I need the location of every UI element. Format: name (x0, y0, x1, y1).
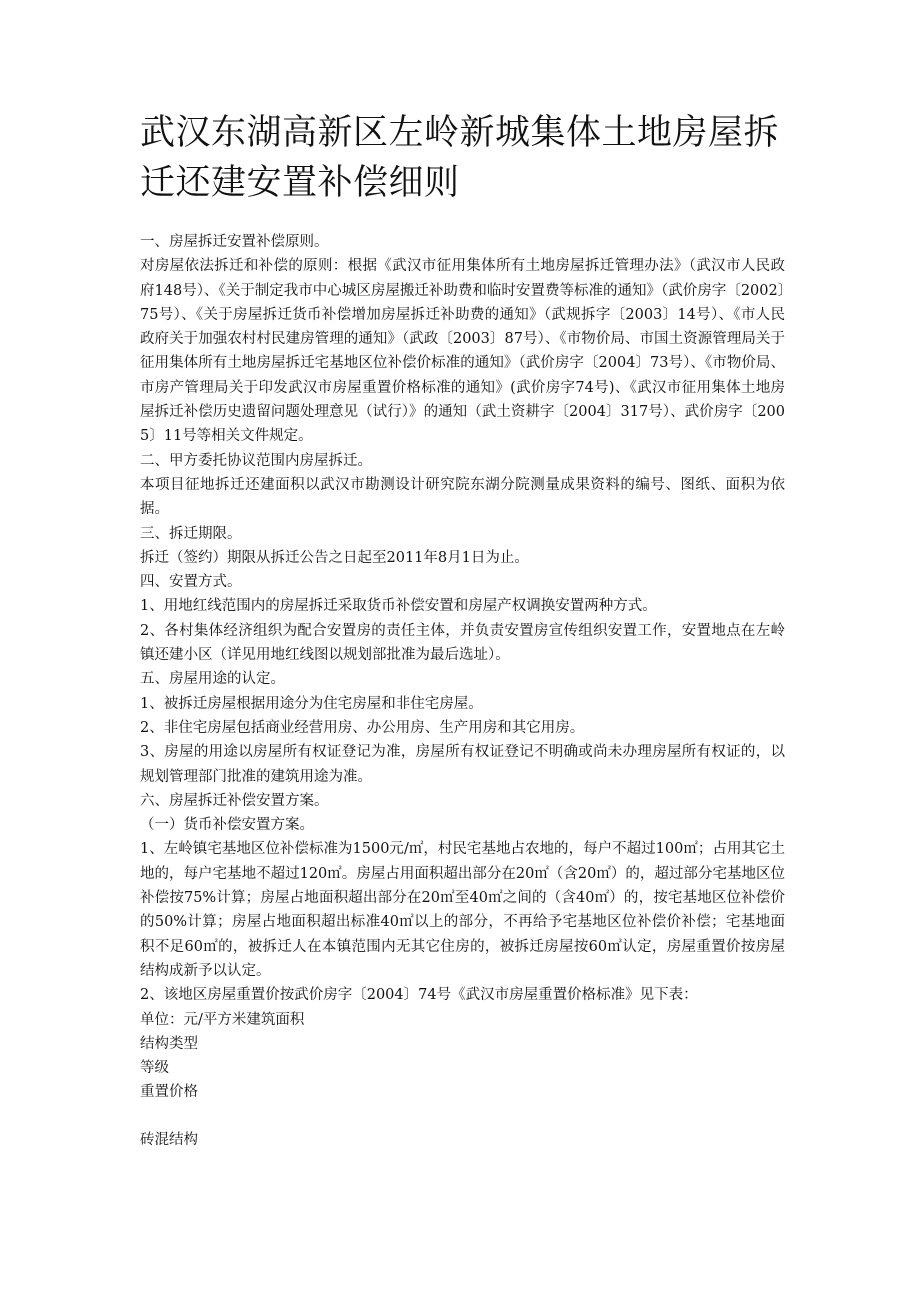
paragraph: 1、被拆迁房屋根据用途分为住宅房屋和非住宅房屋。 (140, 695, 483, 712)
document-body (140, 230, 785, 1152)
section-heading: 三、拆迁期限。 (140, 525, 242, 542)
table-header-structure-type: 结构类型 (140, 1035, 198, 1052)
paragraph: 2、非住宅房屋包括商业经营用房、办公用房、生产用房和其它用房。 (140, 719, 585, 736)
paragraph: 对房屋依法拆迁和补偿的原则：根据《武汉市征用集体所有土地房屋拆迁管理办法》（武汉市人民政府148号）、《关于制定我市中心城区房屋搬迁补助费和临时安置费等标准的通知》（武价房字〔2002〕75号）、《关于房屋拆迁货币补偿增加房屋拆迁补助费的通知》（武规拆字〔2003〕14号）、《市人民政府关于加强农村村民建房管理的通知》（武政〔2003〕87号）、《市物价局、市国土资源管理局关于征用集体所有土地房屋拆迁宅基地区位补偿价标准的通知》（武价房字〔2004〕73号）、《市物价局、市房产管理局关于印发武汉市房屋重置价格标准的通知》(武价房字74号)、《武汉市征用集体土地房屋拆迁补偿历史遗留问题处理意见（试行）》的通知（武土资耕字〔2004〕317号）、武价房字〔2005〕11号等相关文件规定。 (140, 258, 785, 445)
table-header-replacement-price: 重置价格 (140, 1084, 198, 1101)
paragraph: 拆迁（签约）期限从拆迁公告之日起至2011年8月1日为止。 (140, 549, 529, 566)
section-heading: 四、安置方式。 (140, 574, 242, 591)
section-heading: 二、甲方委托协议范围内房屋拆迁。 (140, 452, 372, 469)
section-heading: 一、房屋拆迁安置补偿原则。 (140, 234, 329, 250)
subsection-heading: （一）货币补偿安置方案。 (140, 817, 314, 834)
table-unit-label: 单位：元/平方米建筑面积 (140, 1011, 305, 1028)
section-heading: 六、房屋拆迁补偿安置方案。 (140, 792, 329, 809)
paragraph: 2、该地区房屋重置价按武价房字〔2004〕74号《武汉市房屋重置价格标准》见下表： (140, 987, 698, 1004)
paragraph: 1、左岭镇宅基地区位补偿标准为1500元/㎡，村民宅基地占农地的，每户不超过100㎡；占用其它土地的，每户宅基地不超过120㎡。房屋占用面积超出部分在20㎡（含20㎡）的，超过部分宅基地区位补偿按75%计算；房屋占地面积超出部分在20㎡至40㎡之间的（含40㎡）的，按宅基地区位补偿价的50%计算；房屋占地面积超出标准40㎡以上的部分，不再给予宅基地区位补偿价补偿；宅基地面积不足60㎡的，被拆迁人在本镇范围内无其它住房的，被拆迁房屋按60㎡认定，房屋重置价按房屋结构成新予以认定。 (140, 841, 785, 979)
section-heading: 五、房屋用途的认定。 (140, 671, 285, 688)
paragraph: 3、房屋的用途以房屋所有权证登记为准，房屋所有权证登记不明确或尚未办理房屋所有权证的，以规划管理部门批准的建筑用途为准。 (140, 744, 785, 785)
paragraph: 1、用地红线范围内的房屋拆迁采取货币补偿安置和房屋产权调换安置两种方式。 (140, 598, 657, 615)
paragraph: 本项目征地拆迁还建面积以武汉市勘测设计研究院东湖分院测量成果资料的编号、图纸、面积为依据。 (140, 476, 785, 518)
table-header-grade: 等级 (140, 1060, 169, 1077)
document-title: 武汉东湖高新区左岭新城集体土地房屋拆迁还建安置补偿细则 (140, 113, 780, 203)
paragraph: 2、各村集体经济组织为配合安置房的责任主体，并负责安置房宣传组织安置工作，安置地点在左岭镇还建小区（详见用地红线图以规划部批准为最后选址）。 (140, 622, 785, 664)
document-page (140, 108, 785, 1152)
table-cell-structure: 砖混结构 (140, 1131, 198, 1148)
